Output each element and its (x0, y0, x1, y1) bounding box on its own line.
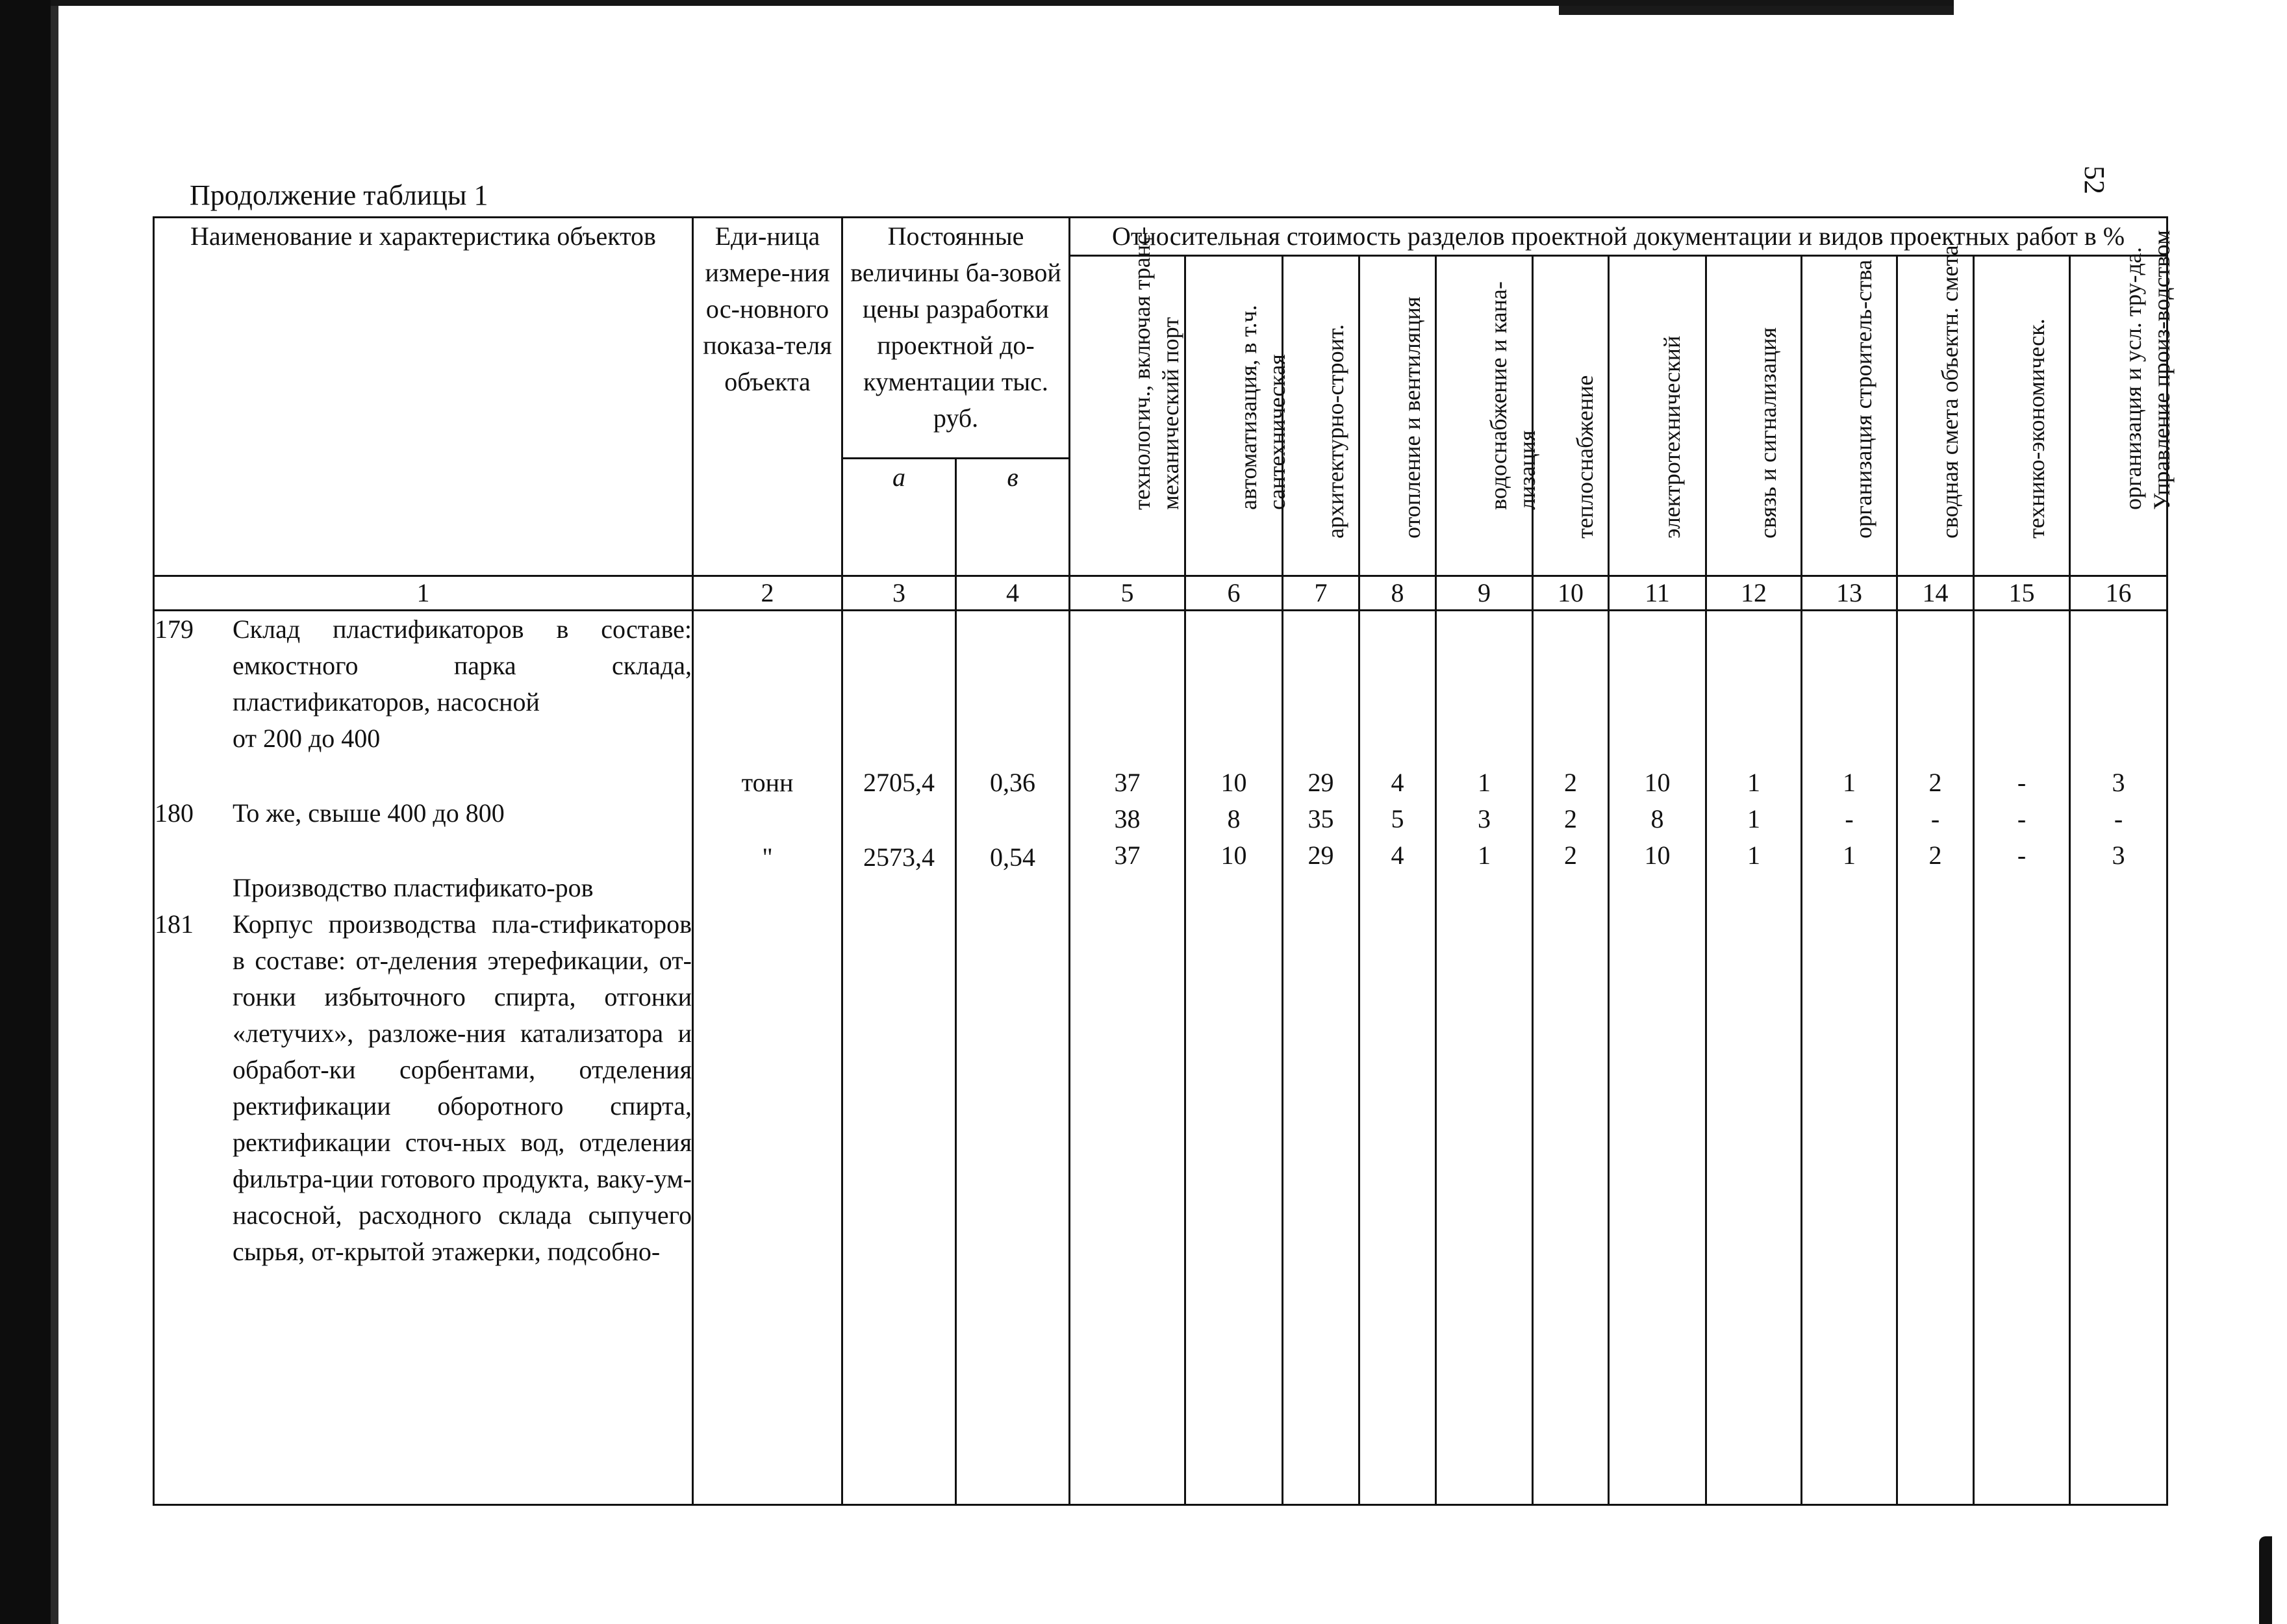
colnum-5: 5 (1070, 576, 1185, 611)
header-section-15-label: технико-экономическ. (2023, 318, 2049, 539)
cost-table (153, 216, 2175, 1506)
colnum-12: 12 (1706, 576, 1802, 611)
v179b-15: - (2017, 804, 2027, 833)
colnum-4: 4 (956, 576, 1070, 611)
colnum-11: 11 (1609, 576, 1706, 611)
v179b-14: - (1930, 804, 1940, 833)
v180-14: 2 (1928, 841, 1942, 870)
header-section-7 (1283, 256, 1359, 576)
entry-179-range: от 200 до 400 (233, 724, 381, 753)
header-section-13-label: организация строитель-ства (1851, 259, 1876, 539)
v179b-13: - (1845, 804, 1854, 833)
entry-180-text: То же, свыше 400 до 800 (233, 798, 505, 828)
spacer (1360, 611, 1435, 765)
spacer (1707, 611, 1801, 765)
spacer (1186, 611, 1282, 765)
a-179: 2705,4 (863, 768, 935, 797)
v179-7: 29 (1308, 768, 1334, 797)
colnum-15: 15 (1974, 576, 2070, 611)
v180-8: 4 (1391, 841, 1404, 870)
spacer (694, 611, 841, 765)
header-section-12-label: связь и сигнализация (1755, 327, 1781, 539)
section-title-indent (155, 870, 233, 906)
col-b-column (956, 611, 1070, 1505)
scan-edge-top (51, 0, 1954, 6)
header-section-11-label: электротехнический (1658, 335, 1685, 539)
header-base-price: Постоянные величины ба-зовой цены разработки проектной до-кументации тыс. руб. (842, 218, 1070, 459)
header-unit: Еди-ница измере-ния ос-новного показа-теля объекта (693, 218, 842, 576)
spacer (843, 611, 955, 765)
spacer (1070, 611, 1184, 765)
col14-column (1897, 611, 1974, 1505)
colnum-2: 2 (693, 576, 842, 611)
colnum-16: 16 (2070, 576, 2167, 611)
spacer (1975, 611, 2069, 765)
colnum-14: 14 (1897, 576, 1974, 611)
v179-12: 1 (1747, 768, 1760, 797)
v180-5: 37 (1114, 841, 1141, 870)
v179-6: 10 (1220, 768, 1247, 797)
section-title: Производство пластификато-ров (233, 873, 594, 902)
header-section-5 (1070, 226, 1185, 576)
header-col-b: в (956, 458, 1070, 576)
header-relative-cost: Относительная стоимость разделов проектной документации и видов проектных работ в % (1070, 218, 2167, 256)
v179-16: 3 (2112, 768, 2125, 797)
entry-181-text: Корпус производства пла-стификаторов в составе: от-деления этерефикации, от-гонки избыточного спирта, отгонки «летучих», разложе-ния катализатора и обработ-ки сорбентами, отделения ректификации оборотного спирта, ректификации сточ-ных вод, отделения фильтра-ции готового продукта, ваку-ум-насосной, расходного склада сыпучего сырья, от-крытой этажерки, подсобно- (233, 909, 692, 1266)
v179-11: 10 (1644, 768, 1671, 797)
entry-180-number: 180 (155, 798, 194, 828)
v180-9: 1 (1478, 841, 1491, 870)
header-section-12 (1706, 256, 1802, 576)
header-section-10-label: теплоснабжение (1572, 375, 1598, 539)
colnum-6: 6 (1185, 576, 1283, 611)
v180-16: 3 (2112, 841, 2125, 870)
scan-edge-left-shadow (51, 0, 58, 1624)
unit-179: тонн (741, 768, 794, 797)
col10-column (1533, 611, 1609, 1505)
spacer (1437, 611, 1532, 765)
spacer (843, 801, 955, 839)
entry-181 (155, 906, 692, 1270)
b-180: 0,54 (990, 843, 1035, 872)
colnum-9: 9 (1436, 576, 1533, 611)
colnum-3: 3 (842, 576, 956, 611)
header-section-8 (1359, 256, 1436, 576)
entry-179-sub (155, 720, 692, 757)
spacer (1610, 611, 1705, 765)
v179b-6: 8 (1227, 804, 1241, 833)
colnum-10: 10 (1533, 576, 1609, 611)
v180-15: - (2017, 841, 2027, 870)
a-180: 2573,4 (863, 843, 935, 872)
spacer (694, 801, 841, 839)
header-section-9 (1436, 256, 1540, 576)
spacer (155, 831, 692, 870)
header-section-8-label: отопление и вентиляция (1398, 296, 1425, 539)
entry-181-number: 181 (155, 909, 194, 939)
header-section-7-label: архитектурно-строит. (1322, 324, 1348, 539)
entry-179-text: Склад пластификаторов в составе: емкостного парка склада, пластификаторов, насосной (233, 615, 692, 717)
entry-179 (155, 611, 692, 720)
v180-11: 10 (1644, 841, 1671, 870)
header-name: Наименование и характеристика объектов (154, 218, 693, 576)
page-number: 52 (2079, 166, 2110, 194)
v179b-16: - (2114, 804, 2123, 833)
v179b-7: 35 (1308, 804, 1334, 833)
header-section-16-label: организация и усл. тру-да. Управление произ-водством (2119, 230, 2175, 510)
entry-179-sub-indent (155, 720, 233, 757)
header-section-9-label: водоснабжение и кана-лизация (1485, 281, 1540, 510)
entry-180 (155, 795, 692, 831)
entry-179-number: 179 (155, 615, 194, 644)
v179b-5: 38 (1114, 804, 1141, 833)
names-column (154, 611, 693, 1505)
header-section-14-label: сводная смета объектн. смета (1936, 245, 1963, 539)
spacer (1802, 611, 1896, 765)
unit-column (693, 611, 842, 1505)
scan-edge-left (0, 0, 51, 1624)
v179b-8: 5 (1391, 804, 1404, 833)
v180-7: 29 (1308, 841, 1334, 870)
spacer (957, 611, 1068, 765)
header-col-a: а (842, 458, 956, 576)
colnum-1: 1 (154, 576, 693, 611)
header-section-5-label: технологич., включая транс-механический порт (1128, 226, 1183, 510)
v179b-12: 1 (1747, 804, 1760, 833)
header-section-10 (1533, 256, 1609, 576)
v179-13: 1 (1843, 768, 1856, 797)
table-caption: Продолжение таблицы 1 (190, 179, 488, 211)
spacer (1534, 611, 1608, 765)
col6-column (1185, 611, 1283, 1505)
table-body-row (154, 611, 2167, 1505)
v179b-11: 8 (1650, 804, 1664, 833)
col15-column (1974, 611, 2070, 1505)
unit-180: " (762, 843, 773, 872)
col9-column (1436, 611, 1533, 1505)
v179-10: 2 (1564, 768, 1577, 797)
col16-column (2070, 611, 2167, 1505)
scan-mark (2259, 1536, 2272, 1624)
b-179: 0,36 (990, 768, 1035, 797)
v180-6: 10 (1220, 841, 1247, 870)
col8-column (1359, 611, 1436, 1505)
colnum-13: 13 (1802, 576, 1897, 611)
header-section-14 (1897, 245, 1974, 576)
v180-12: 1 (1747, 841, 1760, 870)
v179b-10: 2 (1564, 804, 1577, 833)
v179-8: 4 (1391, 768, 1404, 797)
spacer (1283, 611, 1358, 765)
header-section-11 (1609, 256, 1706, 576)
col7-column (1283, 611, 1359, 1505)
header-section-6-label: автоматизация, в т.ч. сантехническая (1235, 305, 1290, 510)
col11-column (1609, 611, 1706, 1505)
spacer (957, 801, 1068, 839)
header-section-13 (1802, 256, 1897, 576)
v180-13: 1 (1843, 841, 1856, 870)
header-section-15 (1974, 256, 2070, 576)
spacer (1898, 611, 1973, 765)
v179-14: 2 (1928, 768, 1942, 797)
scan-edge-top-shadow (1559, 6, 1954, 15)
spacer (155, 757, 692, 795)
col5-column (1070, 611, 1185, 1505)
v179-9: 1 (1478, 768, 1491, 797)
col12-column (1706, 611, 1802, 1505)
colnum-7: 7 (1283, 576, 1359, 611)
header-section-6 (1185, 256, 1290, 576)
colnum-8: 8 (1359, 576, 1436, 611)
col-a-column (842, 611, 956, 1505)
v180-10: 2 (1564, 841, 1577, 870)
v179b-9: 3 (1478, 804, 1491, 833)
header-section-16 (2070, 230, 2175, 576)
v179-15: - (2017, 768, 2027, 797)
spacer (2071, 611, 2166, 765)
v179-5: 37 (1114, 768, 1141, 797)
section-title-row (155, 870, 692, 906)
col13-column (1802, 611, 1897, 1505)
